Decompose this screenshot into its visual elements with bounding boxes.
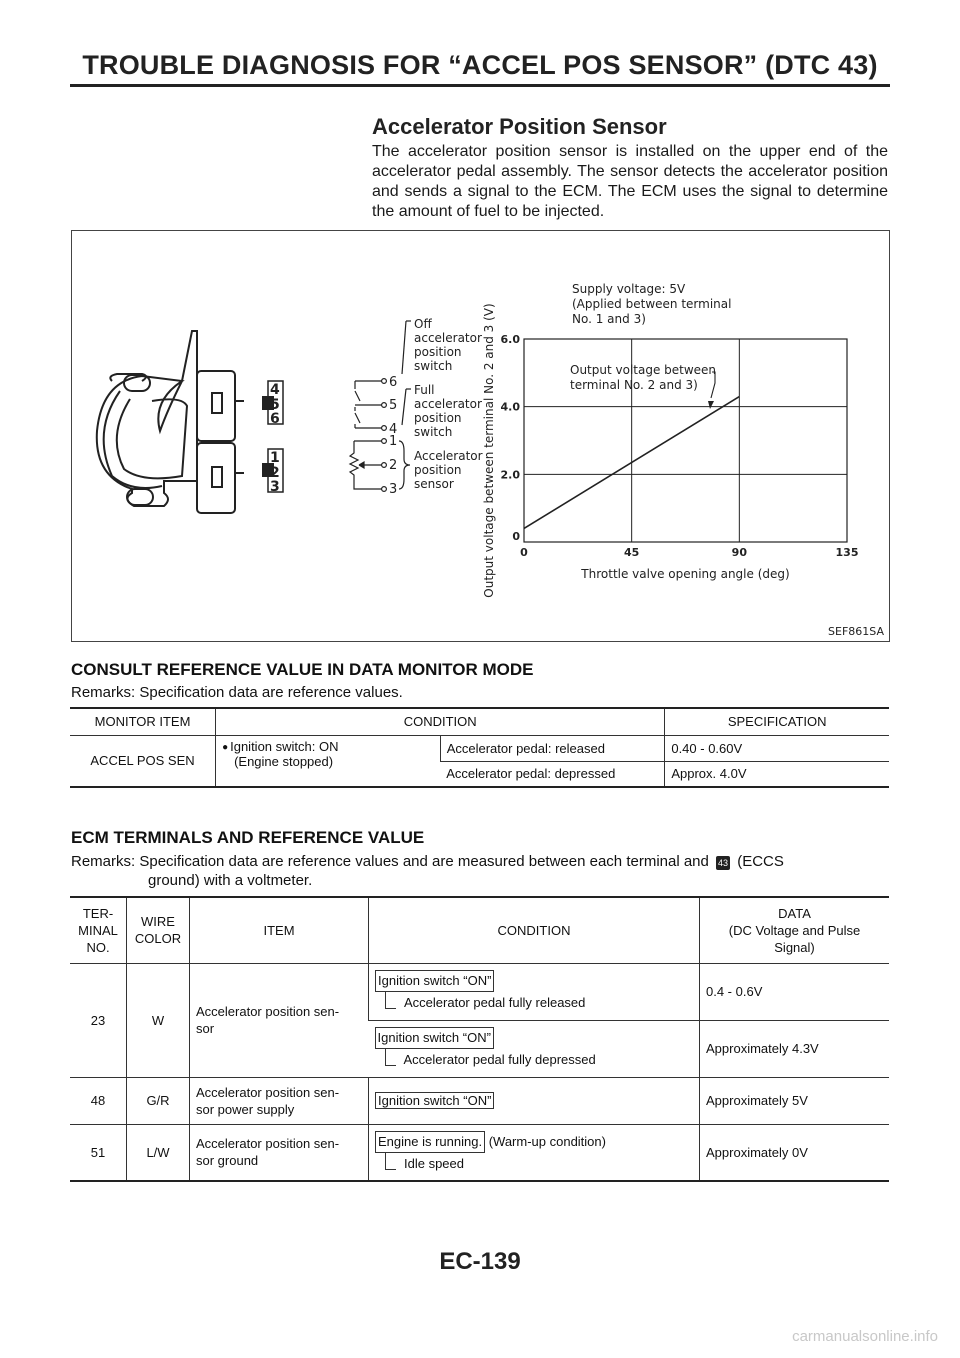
ecm-condition-51 xyxy=(369,1124,700,1181)
connector-pin-2: 2 xyxy=(270,465,280,481)
page-header-title: TROUBLE DIAGNOSIS FOR “ACCEL POS SENSOR” (DTC 43) xyxy=(82,50,878,80)
connector-lower xyxy=(262,449,283,495)
figure-code: SEF861SA xyxy=(828,625,884,638)
schematic-pin-4: 4 xyxy=(389,422,398,437)
consult-condition-ignition xyxy=(216,735,441,787)
output-voltage-note: Output voltage between terminal No. 2 and 3) xyxy=(570,363,717,392)
ecm-item-51 xyxy=(190,1124,369,1181)
consult-condition-depressed: Accelerator pedal: depressed xyxy=(440,761,665,787)
schematic-pin-6: 6 xyxy=(389,375,398,390)
connector-pin-4: 4 xyxy=(270,382,280,398)
supply-voltage-note: Supply voltage: 5V (Applied between terminal No. 1 and 3) xyxy=(572,282,732,326)
ecm-header-terminal-1: TER- xyxy=(82,905,114,921)
ecm-item-23 xyxy=(190,963,369,1077)
consult-spec-released: 0.40 - 0.60V xyxy=(665,735,889,761)
ecm-header-condition: CONDITION xyxy=(369,897,700,963)
consult-condition-released: Accelerator pedal: released xyxy=(440,735,665,761)
ecm-row-23-released xyxy=(70,963,889,1020)
connector-upper xyxy=(262,381,283,427)
ecm-condition-23-depressed xyxy=(369,1020,700,1077)
ecm-header-wire-1: WIRE xyxy=(141,914,175,930)
section-title: Accelerator Position Sensor xyxy=(372,114,667,139)
page-number: EC-139 xyxy=(439,1248,521,1275)
chart-x-tick-label: 0 xyxy=(520,546,528,559)
section-paragraph: The accelerator position sensor is installed on the upper end of the accelerator pedal assembly. The sensor detects the accelerator position and sends a signal to the ECM. The ECM uses the signal to determine the amount of fuel to be injected. xyxy=(372,143,888,220)
consult-spec-depressed: Approx. 4.0V xyxy=(665,761,889,787)
ecm-header-data-3: Signal) xyxy=(774,939,815,955)
branch-line-icon xyxy=(385,1153,396,1170)
ecm-cond-23b-top: Ignition switch “ON” xyxy=(375,1027,494,1049)
ecm-wire-51: L/W xyxy=(127,1124,190,1181)
consult-condition-sub: (Engine stopped) xyxy=(234,753,334,769)
ecm-item-48 xyxy=(190,1077,369,1124)
full-switch-label: Full accelerator position switch xyxy=(414,383,482,439)
chart-y-tick-label: 6.0 xyxy=(500,333,520,346)
ecm-header-item: ITEM xyxy=(190,897,369,963)
ecm-header-terminal xyxy=(70,897,127,963)
sensor-body-drawing xyxy=(97,331,244,513)
ecm-data-23-released: 0.4 - 0.6V xyxy=(700,963,890,1020)
consult-remarks: Remarks: Specification data are reference values. xyxy=(71,684,403,701)
ecm-wire-23: W xyxy=(127,963,190,1077)
ecm-wire-48: G/R xyxy=(127,1077,190,1124)
ecm-header-terminal-3: NO. xyxy=(86,939,110,955)
schematic-pin-3: 3 xyxy=(389,482,398,497)
ecm-row-48 xyxy=(70,1077,889,1124)
watermark: carmanualsonline.info xyxy=(792,1328,938,1345)
ecm-title: ECM TERMINALS AND REFERENCE VALUE xyxy=(71,828,425,847)
schematic-pin-2: 2 xyxy=(389,458,398,473)
ecm-row-51 xyxy=(70,1124,889,1181)
chart-x-tick-label: 90 xyxy=(731,546,747,559)
consult-header-spec: SPECIFICATION xyxy=(665,708,889,735)
ecm-data-48: Approximately 5V xyxy=(700,1077,890,1124)
ecm-cond-23a-sub: Accelerator pedal fully released xyxy=(404,995,586,1010)
consult-header-monitor: MONITOR ITEM xyxy=(70,708,216,735)
ecm-header-row xyxy=(70,897,889,963)
connector-pin-5: 5 xyxy=(270,397,280,413)
header-rule xyxy=(70,84,890,87)
ecm-header-wire xyxy=(127,897,190,963)
chart-y-axis-label: Output voltage between terminal No. 2 and 3 (V) xyxy=(482,303,496,598)
connector-pin-6: 6 xyxy=(270,411,280,427)
branch-line-icon xyxy=(385,992,396,1009)
off-switch-label: Off accelerator position switch xyxy=(414,317,482,373)
sensor-label: Accelerator position sensor xyxy=(414,449,483,491)
ecm-terminal-23: 23 xyxy=(70,963,127,1077)
chart-y-tick-label: 2.0 xyxy=(500,468,520,482)
schematic-pin-5: 5 xyxy=(389,398,398,413)
ecm-header-wire-2: COLOR xyxy=(134,931,182,947)
connector-pin-1: 1 xyxy=(270,450,280,466)
ecm-item-23-line1: Accelerator position sen- xyxy=(196,1004,340,1019)
chart-y-tick-label: 4.0 xyxy=(500,400,520,414)
ecm-terminal-51: 51 xyxy=(70,1124,127,1181)
chart-x-tick-label: 135 xyxy=(835,546,859,559)
connector-pin-3: 3 xyxy=(270,479,280,495)
ecm-header-terminal-2: MINAL xyxy=(78,922,118,938)
ecm-cond-51-sub: Idle speed xyxy=(404,1155,464,1171)
ecm-item-48-line1: Accelerator position sen- xyxy=(196,1084,340,1100)
ecm-cond-51-after: (Warm-up condition) xyxy=(488,1133,606,1149)
ecm-data-23-depressed: Approximately 4.3V xyxy=(700,1020,890,1077)
ecm-item-23-line2: sor xyxy=(196,1021,215,1036)
ecm-remarks-line2: ground) with a voltmeter. xyxy=(148,872,313,889)
branch-line-icon xyxy=(385,1049,396,1066)
ecm-header-data-1: DATA xyxy=(778,905,811,921)
ecm-table xyxy=(70,896,889,1182)
ecm-header-data-2: (DC Voltage and Pulse xyxy=(728,922,861,938)
ecm-item-48-line2: sor power supply xyxy=(196,1101,295,1117)
consult-header-condition: CONDITION xyxy=(216,708,665,735)
sensor-figure-svg xyxy=(72,231,889,641)
chart-y-tick-label: 0 xyxy=(512,530,520,543)
ecm-condition-23-released xyxy=(369,963,700,1020)
consult-table xyxy=(70,707,889,788)
consult-title: CONSULT REFERENCE VALUE IN DATA MONITOR MODE xyxy=(71,660,534,679)
output-note-arrow xyxy=(708,401,714,409)
ecm-cond-48: Ignition switch “ON” xyxy=(375,1092,494,1109)
ecm-cond-23a-top: Ignition switch “ON” xyxy=(375,970,494,992)
chart-x-axis-label: Throttle valve opening angle (deg) xyxy=(581,567,790,581)
bullet-icon: ● xyxy=(222,741,229,753)
ecm-remarks xyxy=(71,852,889,890)
consult-row-released xyxy=(70,735,889,761)
output-voltage-chart xyxy=(482,303,858,597)
consult-condition-main: Ignition switch: ON xyxy=(230,738,339,754)
ecm-remarks-line1: Remarks: Specification data are reference values and are measured between each terminal and xyxy=(71,853,709,870)
sensor-figure xyxy=(71,230,890,642)
consult-monitor-item: ACCEL POS SEN xyxy=(70,735,216,787)
ecm-item-51-line2: sor ground xyxy=(196,1153,259,1169)
consult-header-row xyxy=(70,708,889,735)
terminal-43-icon: 43 xyxy=(718,858,729,868)
ecm-header-data xyxy=(700,897,890,963)
ecm-item-51-line1: Accelerator position sen- xyxy=(196,1136,340,1152)
ecm-terminal-48: 48 xyxy=(70,1077,127,1124)
chart-x-tick-label: 45 xyxy=(624,546,640,559)
ecm-data-51: Approximately 0V xyxy=(700,1124,890,1181)
ecm-remarks-after: (ECCS xyxy=(737,853,784,870)
switch-schematic xyxy=(350,321,411,491)
ecm-condition-48 xyxy=(369,1077,700,1124)
ecm-cond-23b-sub: Accelerator pedal fully depressed xyxy=(403,1052,596,1067)
ecm-cond-51-box: Engine is running. xyxy=(375,1131,485,1153)
schematic-pin-1: 1 xyxy=(389,434,398,449)
